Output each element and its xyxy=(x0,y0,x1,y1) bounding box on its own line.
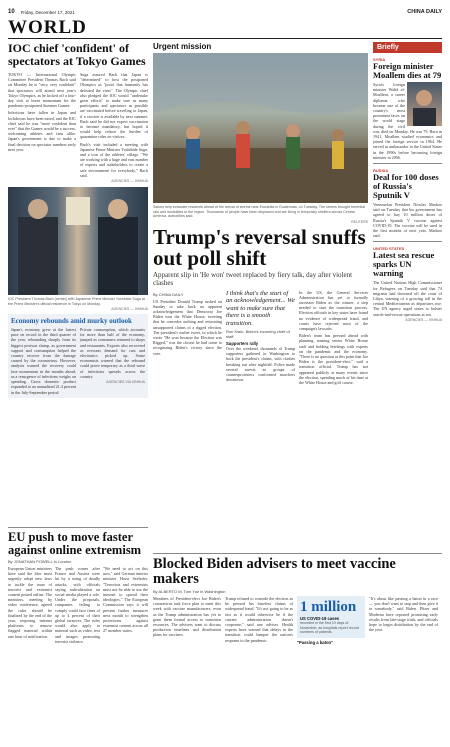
page-number: 10 xyxy=(8,9,15,15)
brief-item xyxy=(373,57,442,160)
trump-body-right: Biden's team has pressed ahead with planning, naming senior White House staff and holding briefings with experts on the pandemic and the economy. "There is no question at this point that Joe Biden is the president-elect," said a transition official. Trump has not appeared publicly at many events since the election, spending much of his time at the White House and golf course. xyxy=(299,333,368,385)
urgent-label: Urgent mission xyxy=(153,42,212,51)
vaccine-body-right: "It's about like passing a baton in a race — you don't want to stop and then give it to somebody," said Biden. Pfizer and Moderna have reported promising early results from late-stage trials, and officials hope to begin distribution by the end of the year. xyxy=(369,596,438,633)
ioc-body-1: TOKYO — International Olympic Committee President Thomas Bach said on Monday he is "very, very confident" that spectators will attend next year's Tokyo Olympics, as he kicked off a four-day visit to boost momentum for the pandemic-postponed Summer Games. xyxy=(8,72,76,109)
ioc-headline: IOC chief 'confident' of spectators at Tokyo Games xyxy=(8,41,146,68)
urgent-credit: REUTERS xyxy=(351,219,368,224)
eu-headline: EU push to move faster against online extremism xyxy=(8,530,142,557)
vaccine-stat-desc: recorded in the first 10 days of November, as hospitals report record numbers of patients. xyxy=(300,621,359,634)
brief-body: Syria's foreign minister Walid al-Moallem, a career diplomat who became one of the country's most prominent faces on the world stage during the civil war, died on Monday. He was 79. Born in 1941, Moallem studied economics and joined the foreign service in 1964. He served as ambassador to the United States in the 1990s before becoming foreign minister in 2006. xyxy=(373,82,442,160)
brief-region: UNITED STATES xyxy=(373,246,405,252)
brief-headline: Foreign minister Moallem dies at 79 xyxy=(373,61,442,80)
economy-box xyxy=(8,314,148,398)
section-title: WORLD xyxy=(8,17,87,38)
issue-date: Friday, December 17, 2021 xyxy=(20,9,75,15)
paper-logo: CHINA DAILY xyxy=(407,9,442,15)
brief-photo xyxy=(407,82,442,126)
brief-body: Venezuelan President Nicolas Maduro said on Tuesday that his government has agreed to buy 10 million doses of Russia's Sputnik V vaccine against COVID-19. The vaccine will be used in the first months of next year, Maduro said. xyxy=(373,202,442,239)
ioc-body-2: Infections have fallen in Japan and lockdowns have been eased, and the IOC chief said he was "more confident than ever" that the Games would be a success, welcoming athletes and fans alike. Japan's government is due to make a final decision on spectator numbers early next year. xyxy=(8,110,76,152)
vaccine-stat-label: US COVID-19 cases xyxy=(300,616,340,621)
brief-region: RUSSIA xyxy=(373,168,389,174)
vaccine-stat-value: 1 million xyxy=(300,599,357,615)
economy-headline: Economy rebounds amid murky outlook xyxy=(11,317,132,326)
vaccine-stat-box xyxy=(297,596,365,638)
brief-photo-portrait xyxy=(407,82,442,126)
ioc-photo-caption: IOC President Thomas Bach (center) with Japanese Prime Minister Yoshihide Suga at the Prime Minister's official residence in Tokyo on Monday. xyxy=(8,297,145,306)
header-rule xyxy=(8,38,442,39)
ioc-body-3: Bach's visit included a meeting with Japanese Prime Minister Yoshihide Suga, and a tour of the athletes' village. "We are working with a huge and vast number of experts and stakeholders to create a safe environment for everybody," Bach said. xyxy=(80,141,148,178)
trump-subhead: Apparent slip in 'He won' tweet replaced by fiery talk, day after violent clashes xyxy=(153,270,353,287)
brief-body: The United Nations High Commissioner for Refugees on Tuesday said that 74 migrants had drowned off the coast of Libya, warning of a growing toll in the central Mediterranean as departures rise. The UN agency urged states to bolster search-and-rescue operations at sea. xyxy=(373,280,442,317)
trump-subhead-mid: Supporters rally xyxy=(226,341,259,346)
economy-agency: AGENCIES VIA XINHUA xyxy=(106,380,145,385)
urgent-photo xyxy=(153,53,368,203)
briefly-title: Briefly xyxy=(373,42,442,53)
trump-body-mid-2: In the US, the General Services Administration has yet to formally ascertain Biden as the winner, a step needed to start the transition process. Election officials in key states have found no evidence of widespread fraud, and courts have rejected most of the campaign's lawsuits. xyxy=(299,289,368,331)
eu-body-mid: The push comes after France and Austria were hit by a string of deadly attacks, with officials saying radicalization on social media played a role. Under the proposals, companies failing to comply could face fines of up to 4 percent of their global turnover. The rules would also apply to material such as video, text and images promoting terrorist violence. xyxy=(55,566,100,644)
ioc-photo xyxy=(8,187,148,295)
vaccine-subhead: "Passing a baton" xyxy=(297,639,334,645)
ioc-agency: AGENCIES — XINHUA xyxy=(111,179,148,184)
brief-headline: Deal for 100 doses of Russia's Sputnik V xyxy=(373,172,439,201)
trump-body-mid: Over the weekend, thousands of Trump supporters gathered in Washington to back the president's claims, with clashes breaking out after nightfall. Police made several arrests as groups of counterprotesters confronted marchers downtown. xyxy=(226,346,295,383)
ioc-photo-agency: AGENCIES — XINHUA xyxy=(111,307,148,312)
trump-pull-attrib: Ron Klain, Biden's incoming chief of staff xyxy=(226,329,290,339)
vaccine-body-mid: Trump refused to concede the election as he pressed his baseless claims of widespread fraud. "It's not going to be as fast as it would otherwise be if the current administration doesn't cooperate," said one adviser. Health experts have warned that delays in the transition could hamper the nation's response to the pandemic. xyxy=(225,596,293,643)
eu-body-left: European Union ministers have said the bloc must urgently adopt new laws to tackle the issue of terrorist and extremist content posted online. The ministers, meeting by video conference, agreed the rules should be finalized by the end of the year, requiring internet platforms to remove flagged material within one hour of notification. xyxy=(8,566,52,639)
urgent-mission xyxy=(153,42,368,385)
eu-body-right: "We need to act on this now," said German interior minister Horst Seehofer. "Terrorists and extremists must not be able to use the internet to spread their ideologies." The European Commission says it will present further measures next month to strengthen protections against extremist content across all 27 member states. xyxy=(103,566,148,634)
brief-headline: Latest sea rescue sparks UN warning xyxy=(373,250,435,279)
ioc-body-right: Suga assured Bach that Japan is "determined" to host the postponed Olympics as "proof that humanity has defeated the virus". The Olympic chief also pledged the IOC would "undertake great efforts" to make sure as many participants and spectators as possible are vaccinated before traveling to Japan, if a vaccine is available by next summer. Bach said he did not expect vaccination to become mandatory, but hoped it would help reduce the burden of quarantine rules on visitors. xyxy=(80,72,148,140)
economy-body-right: Private consumption, which accounts for more than half of the economy, jumped as consumers returned to shops and restaurants. Exports also recovered as overseas demand for cars and electronics picked up. Some economists warned that the rebound could prove temporary as a third wave of infections spreads across the country. xyxy=(80,327,145,379)
economy-body-left: Japan's economy grew at the fastest pace on record in the third quarter of the year, rebounding sharply from its biggest postwar slump, as government support and consumption helped the country recover from the damage caused by the coronavirus. However, analysts warned the recovery could lose momentum in the months ahead, as a resurgence of infections weighs on spending. Gross domestic product expanded at an annualized 21.4 percent in the July-September period. xyxy=(11,327,76,395)
eu-story xyxy=(8,524,148,644)
trump-pull-quote: I think that's the start of an acknowledgement... We want to make sure that there is a smooth transition. xyxy=(226,289,295,327)
trump-body-left: US President Donald Trump rushed on Sunday to take back an apparent acknowledgement that Democrat Joe Biden won the White House, tweeting that he concedes nothing and reiterating unsupported claims of a rigged election. The president's earlier tweet, in which he wrote "He won because the Election was Rigged," was the closest he had come to recognizing Biden's victory since the vote. xyxy=(153,298,222,356)
brief-item xyxy=(373,246,442,316)
vaccine-headline: Blocked Biden advisers to meet vaccine makers xyxy=(153,556,396,587)
vaccine-byline: By ALBERTO M. Tom Yue in Washington xyxy=(153,589,226,594)
briefly-column xyxy=(373,42,442,546)
trump-headline: Trump's reversal snuffs out poll shift xyxy=(153,224,366,270)
ioc-photo-figures xyxy=(8,187,148,295)
trump-byline: By CHINA DAILY xyxy=(153,291,184,297)
brief-region: SYRIA xyxy=(373,57,386,62)
vaccine-story xyxy=(153,550,442,645)
brief-item xyxy=(373,168,442,238)
urgent-photo-scene xyxy=(153,53,368,203)
ioc-story xyxy=(8,42,148,398)
briefly-agency: AGENCIES — XINHUA xyxy=(405,317,442,322)
urgent-caption: Sailors help evacuate residents ahead of the arrival of storms near Escuintla in Guatemala, on Tuesday. The storms brought torrential rain and mudslides to the region. Thousands of people have been displaced and are living in temporary shelters across Central America, authorities said. xyxy=(153,205,366,218)
eu-byline: By JONATHAN POWELL in London xyxy=(8,559,72,564)
vaccine-body-left: Members of President-elect Joe Biden's coronavirus task force plan to meet this week with vaccine manufacturers, even as the Trump administration has yet to grant them formal access to transition resources. The advisers want to discuss production timelines and distribution plans for vaccines. xyxy=(153,596,221,638)
